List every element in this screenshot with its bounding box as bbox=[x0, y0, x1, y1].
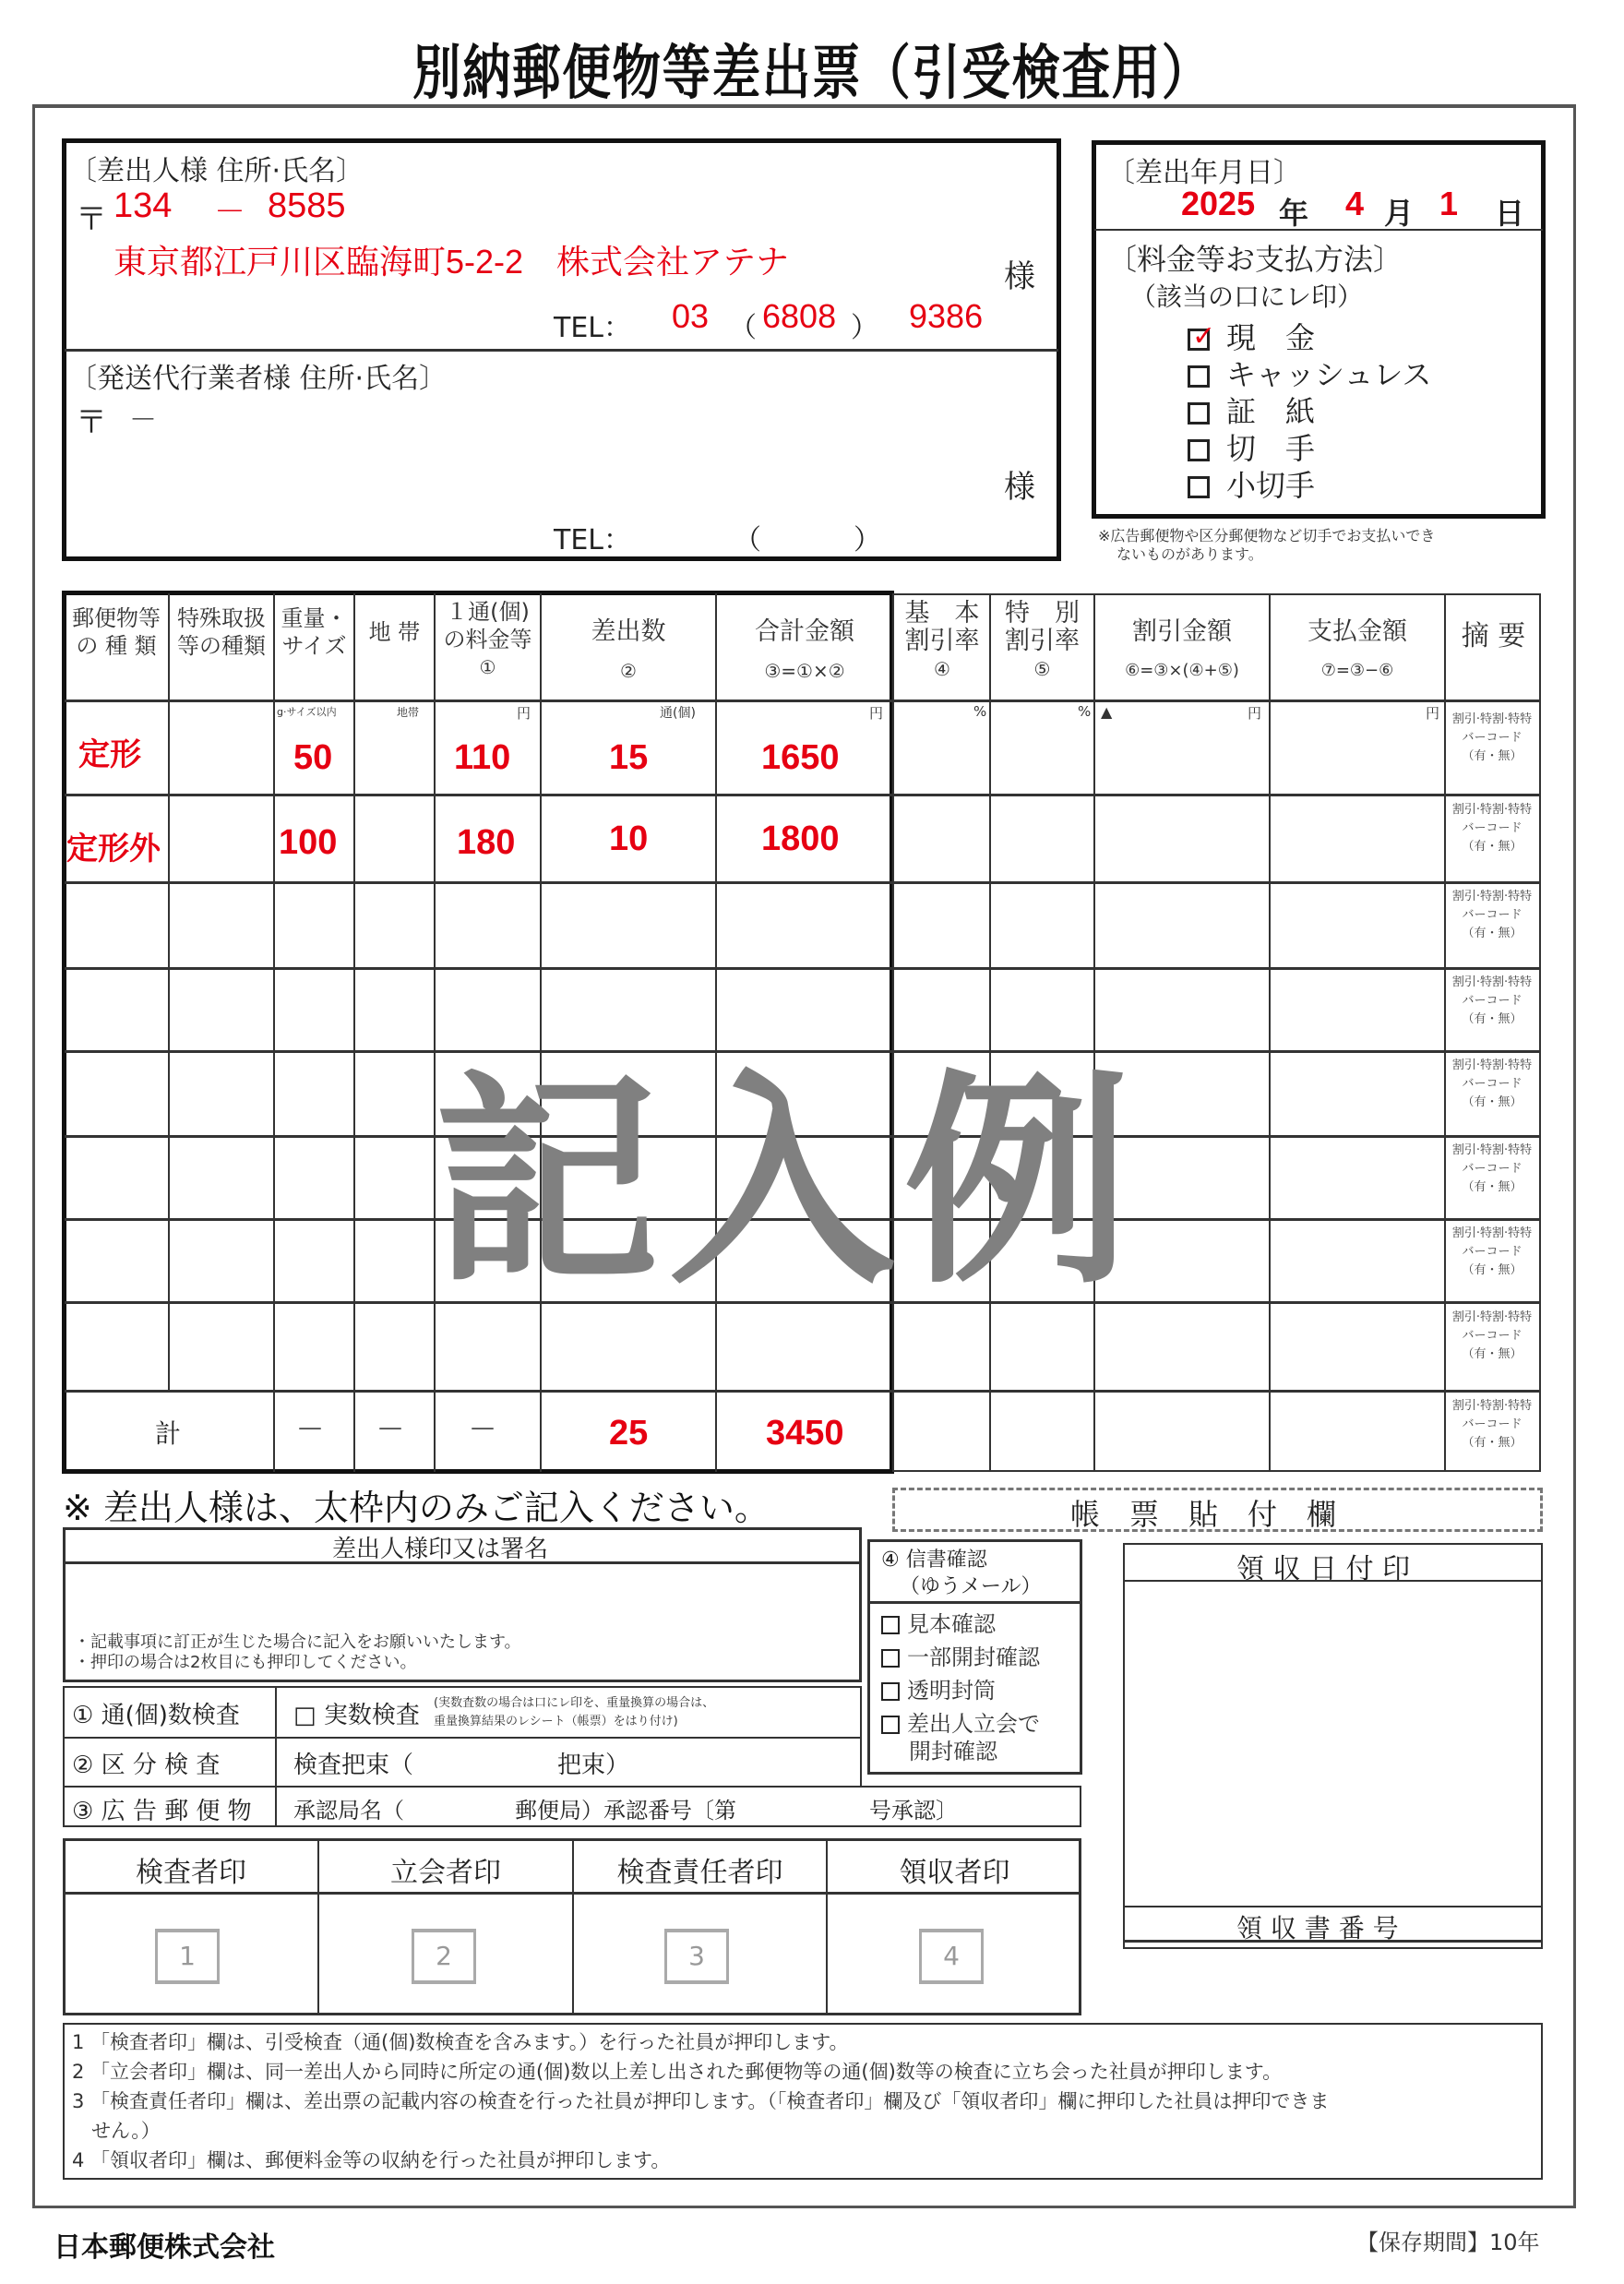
header-mail-type: 郵便物等 の 種 類 bbox=[72, 605, 161, 659]
signature-note-2: ・押印の場合は2枚目にも押印してください。 bbox=[74, 1653, 417, 1672]
letter-check-sample[interactable]: 見本確認 bbox=[881, 1608, 1040, 1641]
unit-payment-yen: 円 bbox=[1426, 705, 1440, 722]
letter-check-header-2: （ゆうメール） bbox=[900, 1575, 1042, 1598]
header-total: 合計金額 ③=①×② bbox=[755, 617, 854, 682]
header-bottom-line bbox=[65, 700, 1539, 702]
payment-option-cash[interactable]: ✓現 金 bbox=[1188, 319, 1431, 356]
inspection-count-note-2: 重量換算結果のレシート（帳票）をはり付け) bbox=[434, 1715, 678, 1728]
date-section-label: 〔差出年月日〕 bbox=[1107, 157, 1301, 189]
sender-postal-mark: 〒 bbox=[76, 201, 107, 238]
row-line bbox=[65, 881, 1539, 884]
row-line bbox=[65, 967, 1539, 970]
bold-frame-notice: ※ 差出人様は、太枠内のみご記入ください。 bbox=[63, 1488, 770, 1528]
signature-header: 差出人様印又は署名 bbox=[332, 1536, 549, 1563]
discount-triangle-icon: ▲ bbox=[1101, 703, 1113, 721]
header-payment: 支払金額 ⑦=③−⑥ bbox=[1308, 617, 1407, 680]
row2-unit-price[interactable]: 180 bbox=[457, 823, 516, 862]
page-title: 別納郵便物等差出票（引受検査用） bbox=[412, 40, 1212, 108]
receipt-date-stamp-label: 領 収 日 付 印 bbox=[1236, 1553, 1411, 1585]
seal-box-1[interactable]: 1 bbox=[155, 1929, 220, 1984]
sender-tel-open: （ bbox=[729, 312, 757, 344]
checkbox-icon[interactable] bbox=[881, 1682, 900, 1701]
date-month[interactable]: 4 bbox=[1345, 185, 1365, 222]
sender-postal-code-2[interactable]: 8585 bbox=[268, 186, 346, 225]
row1-type[interactable]: 定形 bbox=[78, 737, 141, 772]
sender-tel-area[interactable]: 03 bbox=[672, 297, 710, 335]
unit-price-yen: 円 bbox=[517, 705, 531, 722]
unit-weight: g·サイズ以内 bbox=[277, 706, 337, 718]
col-line bbox=[353, 593, 355, 1472]
checkbox-checked-icon[interactable] bbox=[1188, 329, 1210, 351]
remark-cell[interactable]: 割引·特割·特特 バーコード （有・無） bbox=[1451, 890, 1533, 940]
receipt-date-stamp-area[interactable] bbox=[1126, 1583, 1539, 1904]
letter-check-header-line bbox=[869, 1601, 1081, 1604]
header-remarks: 摘 要 bbox=[1461, 620, 1526, 652]
unit-count: 通(個) bbox=[660, 706, 696, 721]
row2-count[interactable]: 10 bbox=[609, 819, 649, 858]
payment-section-label: 〔料金等お支払方法〕 bbox=[1107, 242, 1403, 277]
payment-instruction: （該当の口にレ印） bbox=[1130, 281, 1364, 312]
agent-section-label: 〔発送代行業者様 住所·氏名〕 bbox=[69, 363, 448, 395]
letter-check-header-1: ④ 信書確認 bbox=[881, 1549, 987, 1572]
header-basic-rate: 基 本 割引率 ④ bbox=[904, 599, 980, 680]
sender-postal-code-1[interactable]: 134 bbox=[113, 186, 173, 225]
remark-cell[interactable]: 割引·特割·特特 バーコード （有・無） bbox=[1451, 1310, 1533, 1361]
row2-type[interactable]: 定形外 bbox=[66, 831, 161, 867]
inspection-sort-label: ② 区 分 検 査 bbox=[72, 1752, 221, 1779]
checkbox-icon[interactable] bbox=[1188, 402, 1210, 425]
totals-weight-dash: — bbox=[298, 1414, 322, 1441]
sender-tel-number[interactable]: 9386 bbox=[909, 297, 984, 335]
sender-postal-dash: － bbox=[214, 195, 245, 230]
letter-check-transparent[interactable]: 透明封筒 bbox=[881, 1674, 1040, 1707]
footnote-3-cont: せん。） bbox=[72, 2120, 161, 2142]
agent-honorific: 様 bbox=[1004, 469, 1035, 506]
remark-cell[interactable]: 割引·特割·特特 バーコード （有・無） bbox=[1451, 712, 1533, 763]
footnote-1: 1 「検査者印」欄は、引受検査（通(個)数検査を含みます。）を行った社員が押印します。 bbox=[72, 2031, 849, 2053]
totals-price-dash: — bbox=[471, 1414, 495, 1441]
ad-mail-col bbox=[275, 1788, 277, 1826]
seal-box-4[interactable]: 4 bbox=[919, 1929, 984, 1984]
inspection-ad-content[interactable]: 承認局名（ 郵便局）承認番号〔第 号承認〕 bbox=[293, 1798, 958, 1824]
remark-cell[interactable]: 割引·特割·特特 バーコード （有・無） bbox=[1451, 1399, 1533, 1450]
letter-check-partial-open[interactable]: 一部開封確認 bbox=[881, 1641, 1040, 1674]
letter-check-witness[interactable]: 差出人立会で bbox=[881, 1707, 1040, 1740]
unit-total-yen: 円 bbox=[869, 705, 884, 722]
totals-label: 計 bbox=[155, 1418, 182, 1449]
seal-supervisor-label: 検査責任者印 bbox=[616, 1857, 783, 1889]
inspection-line bbox=[65, 1737, 860, 1739]
header-count: 差出数 ② bbox=[591, 617, 666, 682]
sender-section-label: 〔差出人様 住所·氏名〕 bbox=[69, 155, 364, 187]
sender-divider bbox=[65, 349, 1058, 352]
row1-weight[interactable]: 50 bbox=[293, 738, 333, 777]
payment-note-2: ないものがあります。 bbox=[1116, 545, 1263, 563]
date-year-unit: 年 bbox=[1279, 196, 1309, 231]
row2-weight[interactable]: 100 bbox=[279, 823, 338, 862]
ticket-attach-label: 帳 票 貼 付 欄 bbox=[1070, 1497, 1337, 1532]
checkbox-icon[interactable] bbox=[881, 1716, 900, 1734]
remark-cell[interactable]: 割引·特割·特特 バーコード （有・無） bbox=[1451, 1058, 1533, 1109]
row1-total[interactable]: 1650 bbox=[761, 738, 840, 777]
date-day-unit: 日 bbox=[1495, 196, 1525, 231]
footnote-3: 3 「検査責任者印」欄は、差出票の記載内容の検査を行った社員が押印します。（「検査者印」欄及び「領収者印」欄に押印した社員は押印できま bbox=[72, 2090, 1330, 2112]
header-weight-size: 重量・ サイズ bbox=[281, 605, 348, 659]
sender-honorific: 様 bbox=[1004, 258, 1035, 295]
unit-zone: 地帯 bbox=[397, 706, 420, 719]
seal-box-2[interactable]: 2 bbox=[412, 1929, 476, 1984]
remark-cell[interactable]: 割引·特割·特特 バーコード （有・無） bbox=[1451, 1226, 1533, 1277]
sender-tel-label: TEL： bbox=[554, 312, 631, 344]
header-zone: 地 帯 bbox=[368, 619, 421, 645]
payment-option-check[interactable]: 小切手 bbox=[1188, 467, 1431, 504]
sender-tel-local[interactable]: 6808 bbox=[762, 297, 837, 335]
sender-tel-close: ） bbox=[851, 312, 878, 344]
date-day[interactable]: 1 bbox=[1439, 185, 1459, 222]
footnotes bbox=[72, 2027, 1329, 2175]
checkbox-icon[interactable] bbox=[881, 1616, 900, 1634]
totals-amount[interactable]: 3450 bbox=[766, 1414, 844, 1453]
inspection-col bbox=[275, 1688, 277, 1788]
footnote-2: 2 「立会者印」欄は、同一差出人から同時に所定の通(個)数以上差し出された郵便物等の通(個)数等の検査に立ち会った社員が押印します。 bbox=[72, 2061, 1283, 2083]
agent-tel-label: TEL： bbox=[554, 524, 631, 556]
footer-retention: 【保存期間】10年 bbox=[1356, 2230, 1540, 2255]
remark-cell[interactable]: 割引·特割·特特 バーコード （有・無） bbox=[1451, 975, 1533, 1026]
inspection-sort-content[interactable]: 検査把束（ 把束） bbox=[293, 1752, 630, 1779]
inspection-count-checkbox[interactable]: □ 実数検査 bbox=[293, 1702, 420, 1729]
header-unit-price: １通(個) の料金等 ① bbox=[443, 599, 532, 678]
row-line bbox=[65, 794, 1539, 796]
seal-box-3[interactable]: 3 bbox=[664, 1929, 729, 1984]
signature-note-1: ・記載事項に訂正が生じた場合に記入をお願いいたします。 bbox=[74, 1632, 521, 1652]
payment-option-revenue-stamp[interactable]: 証 紙 bbox=[1188, 393, 1431, 430]
sample-watermark: 記入例 bbox=[434, 1051, 1140, 1314]
receipt-number-line-bottom bbox=[1125, 1940, 1541, 1943]
seal-inspector-label: 検査者印 bbox=[136, 1857, 246, 1889]
receipt-number-line-top bbox=[1125, 1906, 1541, 1907]
row1-unit-price[interactable]: 110 bbox=[454, 738, 511, 777]
agent-tel-close: ） bbox=[854, 524, 881, 556]
inspection-count-note-1: (実数査数の場合は口にレ印を、重量換算の場合は、 bbox=[434, 1696, 715, 1710]
footer-company: 日本郵便株式会社 bbox=[54, 2231, 275, 2264]
remark-cell[interactable]: 割引·特割·特特 バーコード （有・無） bbox=[1451, 803, 1533, 854]
checkbox-icon[interactable] bbox=[881, 1649, 900, 1668]
letter-check-witness-cont: 開封確認 bbox=[909, 1739, 997, 1764]
row-line bbox=[65, 1390, 1539, 1393]
remark-cell[interactable]: 割引·特割·特特 バーコード （有・無） bbox=[1451, 1143, 1533, 1194]
agent-tel-open: （ bbox=[734, 524, 761, 556]
unit-special-rate: % bbox=[1078, 703, 1092, 720]
row1-count[interactable]: 15 bbox=[609, 738, 649, 777]
agent-postal-mark: 〒 bbox=[76, 404, 107, 441]
col-line bbox=[1269, 593, 1271, 1472]
col-line bbox=[273, 593, 275, 1472]
header-special-handling: 特殊取扱 等の種類 bbox=[177, 605, 266, 659]
checkbox-icon[interactable] bbox=[1188, 439, 1210, 461]
payment-option-cashless[interactable]: キャッシュレス bbox=[1188, 356, 1431, 393]
receipt-number-label: 領 収 書 番 号 bbox=[1236, 1913, 1399, 1943]
checkbox-icon[interactable] bbox=[1188, 365, 1210, 388]
header-discount: 割引金額 ⑥=③×(④+⑤) bbox=[1125, 617, 1239, 680]
letter-check-options bbox=[881, 1608, 1040, 1768]
payment-option-postage-stamp[interactable]: 切 手 bbox=[1188, 430, 1431, 467]
row2-total[interactable]: 1800 bbox=[761, 819, 840, 858]
agent-postal-dash: － bbox=[129, 404, 157, 436]
payment-options bbox=[1188, 319, 1431, 504]
totals-zone-dash: — bbox=[378, 1414, 402, 1441]
seal-witness-label: 立会者印 bbox=[390, 1857, 501, 1889]
inspection-ad-label: ③ 広 告 郵 便 物 bbox=[72, 1798, 252, 1825]
inspection-count-label: ① 通(個)数検査 bbox=[72, 1702, 240, 1729]
totals-count[interactable]: 25 bbox=[609, 1414, 649, 1453]
unit-discount-yen: 円 bbox=[1248, 705, 1262, 722]
header-special-rate: 特 別 割引率 ⑤ bbox=[1005, 599, 1080, 680]
footnote-4: 4 「領収者印」欄は、郵便料金等の収納を行った社員が押印します。 bbox=[72, 2149, 671, 2171]
checkbox-icon[interactable] bbox=[1188, 476, 1210, 498]
payment-note-1: ※広告郵便物や区分郵便物など切手でお支払いでき bbox=[1098, 527, 1436, 544]
sender-address[interactable]: 東京都江戸川区臨海町5-2-2 株式会社アテナ bbox=[113, 243, 790, 281]
col-line bbox=[168, 593, 170, 1390]
date-divider bbox=[1094, 229, 1543, 231]
seal-receiver-label: 領収者印 bbox=[899, 1857, 1010, 1889]
unit-basic-rate: % bbox=[973, 703, 987, 720]
date-year[interactable]: 2025 bbox=[1181, 185, 1256, 222]
date-month-unit: 月 bbox=[1384, 196, 1415, 231]
